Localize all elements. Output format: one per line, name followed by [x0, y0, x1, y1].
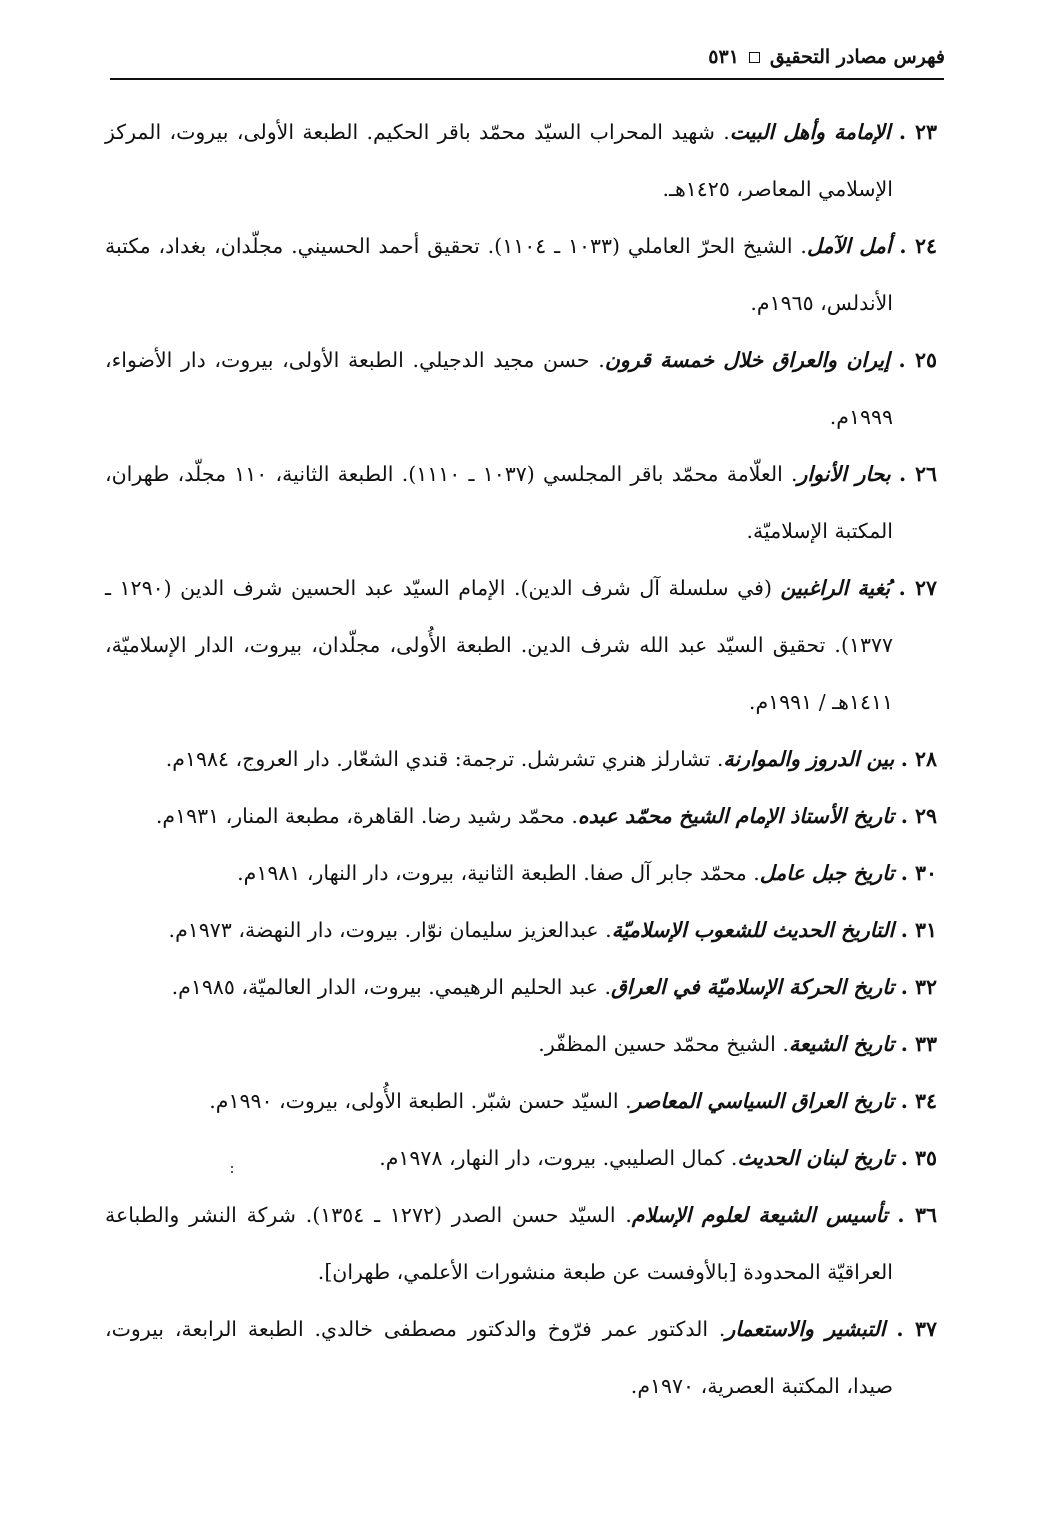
entry-details: . حسن مجيد الدجيلي. الطبعة الأولى، بيروت، دار الأضواء، ١٩٩٩م. [105, 348, 893, 429]
entry-title: تاريخ جبل عامل [759, 861, 895, 885]
running-header [110, 40, 945, 74]
entry-title: إيران والعراق خلال خمسة قرون [604, 348, 890, 372]
bibliography-entry [105, 788, 937, 845]
bibliography-entry [105, 1130, 937, 1187]
entry-number: ٣٠ . [900, 861, 937, 885]
entry-title: تاريخ الحركة الإسلاميّة في العراق [611, 975, 895, 999]
entry-number: ٣٤ . [900, 1089, 937, 1113]
bibliography-entry [105, 332, 937, 446]
entry-details: . السيّد حسن الصدر (١٢٧٢ ـ ١٣٥٤). شركة النشر والطباعة العراقيّة المحدودة [بالأوفست عن طبعة منشورات الأعلمي، طهران]. [105, 1203, 893, 1284]
entry-number: ٢٤ . [899, 234, 937, 258]
entry-title: بين الدروز والموارنة [723, 747, 895, 771]
entry-details: . شهيد المحراب السيّد محمّد باقر الحكيم. الطبعة الأولى، بيروت، المركز الإسلامي المعاصر، ١٤٢٥هـ. [105, 120, 893, 201]
entry-number: ٢٩ . [900, 804, 937, 828]
entry-number: ٣٥ . [900, 1146, 937, 1170]
bibliography-entry [105, 731, 937, 788]
entry-details: . الشيخ محمّد حسين المظفّر. [538, 1032, 789, 1056]
entry-details: . محمّد رشيد رضا. القاهرة، مطبعة المنار، ١٩٣١م. [155, 804, 578, 828]
bibliography-entry [105, 1016, 937, 1073]
entry-number: ٣٣ . [900, 1032, 937, 1056]
entry-details: . عبد الحليم الرهيمي. بيروت، الدار العالميّة، ١٩٨٥م. [171, 975, 611, 999]
entry-number: ٣٧ . [896, 1317, 937, 1341]
entry-title: تاريخ الشيعة [788, 1032, 895, 1056]
bibliography-list [105, 104, 937, 1415]
entry-details: . كمال الصليبي. بيروت، دار النهار، ١٩٧٨م. [379, 1146, 738, 1170]
entry-title: بُغية الراغبين [780, 576, 891, 600]
entry-title: تاريخ لبنان الحديث [737, 1146, 895, 1170]
entry-number: ٢٨ . [900, 747, 937, 771]
bibliography-entry [105, 218, 937, 332]
bibliography-entry [105, 902, 937, 959]
bibliography-entry [105, 845, 937, 902]
bibliography-entry [105, 560, 937, 731]
entry-number: ٢٣ . [898, 120, 938, 144]
entry-number: ٢٥ . [898, 348, 937, 372]
bibliography-entry [105, 1301, 937, 1415]
entry-title: تأسيس الشيعة لعلوم الإسلام [631, 1203, 888, 1227]
page-number: ٥٣١ [708, 46, 739, 68]
header-section-title: فهرس مصادر التحقيق [769, 46, 945, 68]
entry-title: تاريخ الأستاذ الإمام الشيخ محمّد عبده [577, 804, 895, 828]
entry-title: التاريخ الحديث للشعوب الإسلاميّة [611, 918, 895, 942]
entry-details: . عبدالعزيز سليمان نوّار. بيروت، دار النهضة، ١٩٧٣م. [168, 918, 612, 942]
entry-number: ٢٧ . [898, 576, 937, 600]
bibliography-entry [105, 104, 937, 218]
entry-details: (في سلسلة آل شرف الدين). الإمام السيّد عبد الحسين شرف الدين (١٢٩٠ ـ ١٣٧٧). تحقيق السيّد عبد الله شرف الدين. الطبعة الأُولى، مجلّدان، بيروت، الدار الإسلاميّة، ١٤١١هـ / ١٩٩١م. [105, 576, 893, 714]
entry-details: . تشارلز هنري تشرشل. ترجمة: قندي الشعّار. دار العروج، ١٩٨٤م. [165, 747, 724, 771]
entry-number: ٣٢ . [900, 975, 937, 999]
entry-title: أمل الآمل [806, 234, 892, 258]
square-separator-icon [749, 52, 760, 63]
header-rule [110, 78, 944, 80]
entry-details: . السيّد حسن شبّر. الطبعة الأُولى، بيروت، ١٩٩٠م. [209, 1089, 632, 1113]
entry-details: . الشيخ الحرّ العاملي (١٠٣٣ ـ ١١٠٤). تحقيق أحمد الحسيني. مجلّدان، بغداد، مكتبة الأندلس، ١٩٦٥م. [105, 234, 893, 315]
entry-title: التبشير والاستعمار [725, 1317, 886, 1341]
entry-details: . محمّد جابر آل صفا. الطبعة الثانية، بيروت، دار النهار، ١٩٨١م. [237, 861, 760, 885]
entry-details: . الدكتور عمر فرّوخ والدكتور مصطفى خالدي. الطبعة الرابعة، بيروت، صيدا، المكتبة العصرية، ١٩٧٠م. [105, 1317, 893, 1398]
print-speck [231, 1166, 233, 1168]
entry-title: الإمامة وأهل البيت [729, 120, 891, 144]
entry-title: بحار الأنوار [797, 462, 891, 486]
entry-number: ٣٦ . [897, 1203, 937, 1227]
bibliography-entry [105, 1187, 937, 1301]
entry-details: . العلّامة محمّد باقر المجلسي (١٠٣٧ ـ ١١١٠). الطبعة الثانية، ١١٠ مجلّد، طهران، المكتبة الإسلاميّة. [105, 462, 893, 543]
bibliography-entry [105, 959, 937, 1016]
entry-title: تاريخ العراق السياسي المعاصر [631, 1089, 895, 1113]
bibliography-entry [105, 1073, 937, 1130]
bibliography-entry [105, 446, 937, 560]
entry-number: ٢٦ . [898, 462, 937, 486]
entry-number: ٣١ . [900, 918, 937, 942]
